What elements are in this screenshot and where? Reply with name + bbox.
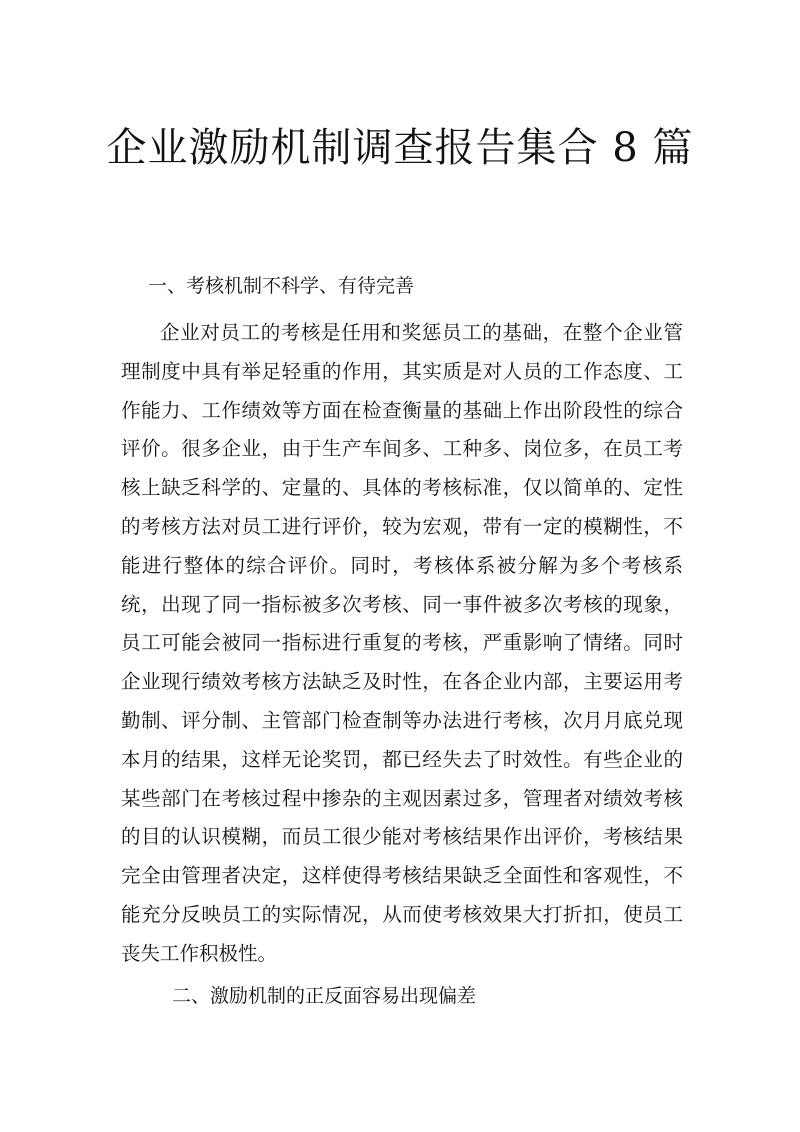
section-heading-2: 二、激励机制的正反面容易出现偏差	[172, 985, 477, 1007]
section-1-paragraph: 企业对员工的考核是任用和奖惩员工的基础，在整个企业管理制度中具有举足轻重的作用，其实质是对人员的工作态度、工作能力、工作绩效等方面在检查衡量的基础上作出阶段性的综合评价。很多企业，由于生产车间多、工种多、岗位多，在员工考核上缺乏科学的、定量的、具体的考核标准，仅以简单的、定性的考核方法对员工进行评价，较为宏观，带有一定的模糊性，不能进行整体的综合评价。同时，考核体系被分解为多个考核系统，出现了同一指标被多次考核、同一事件被多次考核的现象，员工可能会被同一指标进行重复的考核，严重影响了情绪。同时企业现行绩效考核方法缺乏及时性，在各企业内部，主要运用考勤制、评分制、主管部门检查制等办法进行考核，次月月底兑现本月的结果，这样无论奖罚，都已经失去了时效性。有些企业的某些部门在考核过程中掺杂的主观因素过多，管理者对绩效考核的目的认识模糊，而员工很少能对考核结果作出评价，考核结果完全由管理者决定，这样使得考核结果缺乏全面性和客观性，不能充分反映员工的实际情况，从而使考核效果大打折扣，使员工丧失工作积极性。	[121, 321, 683, 965]
document-title: 企业激励机制调查报告集合 8 篇	[106, 125, 694, 171]
section-heading-1: 一、考核机制不科学、有待完善	[148, 275, 415, 297]
